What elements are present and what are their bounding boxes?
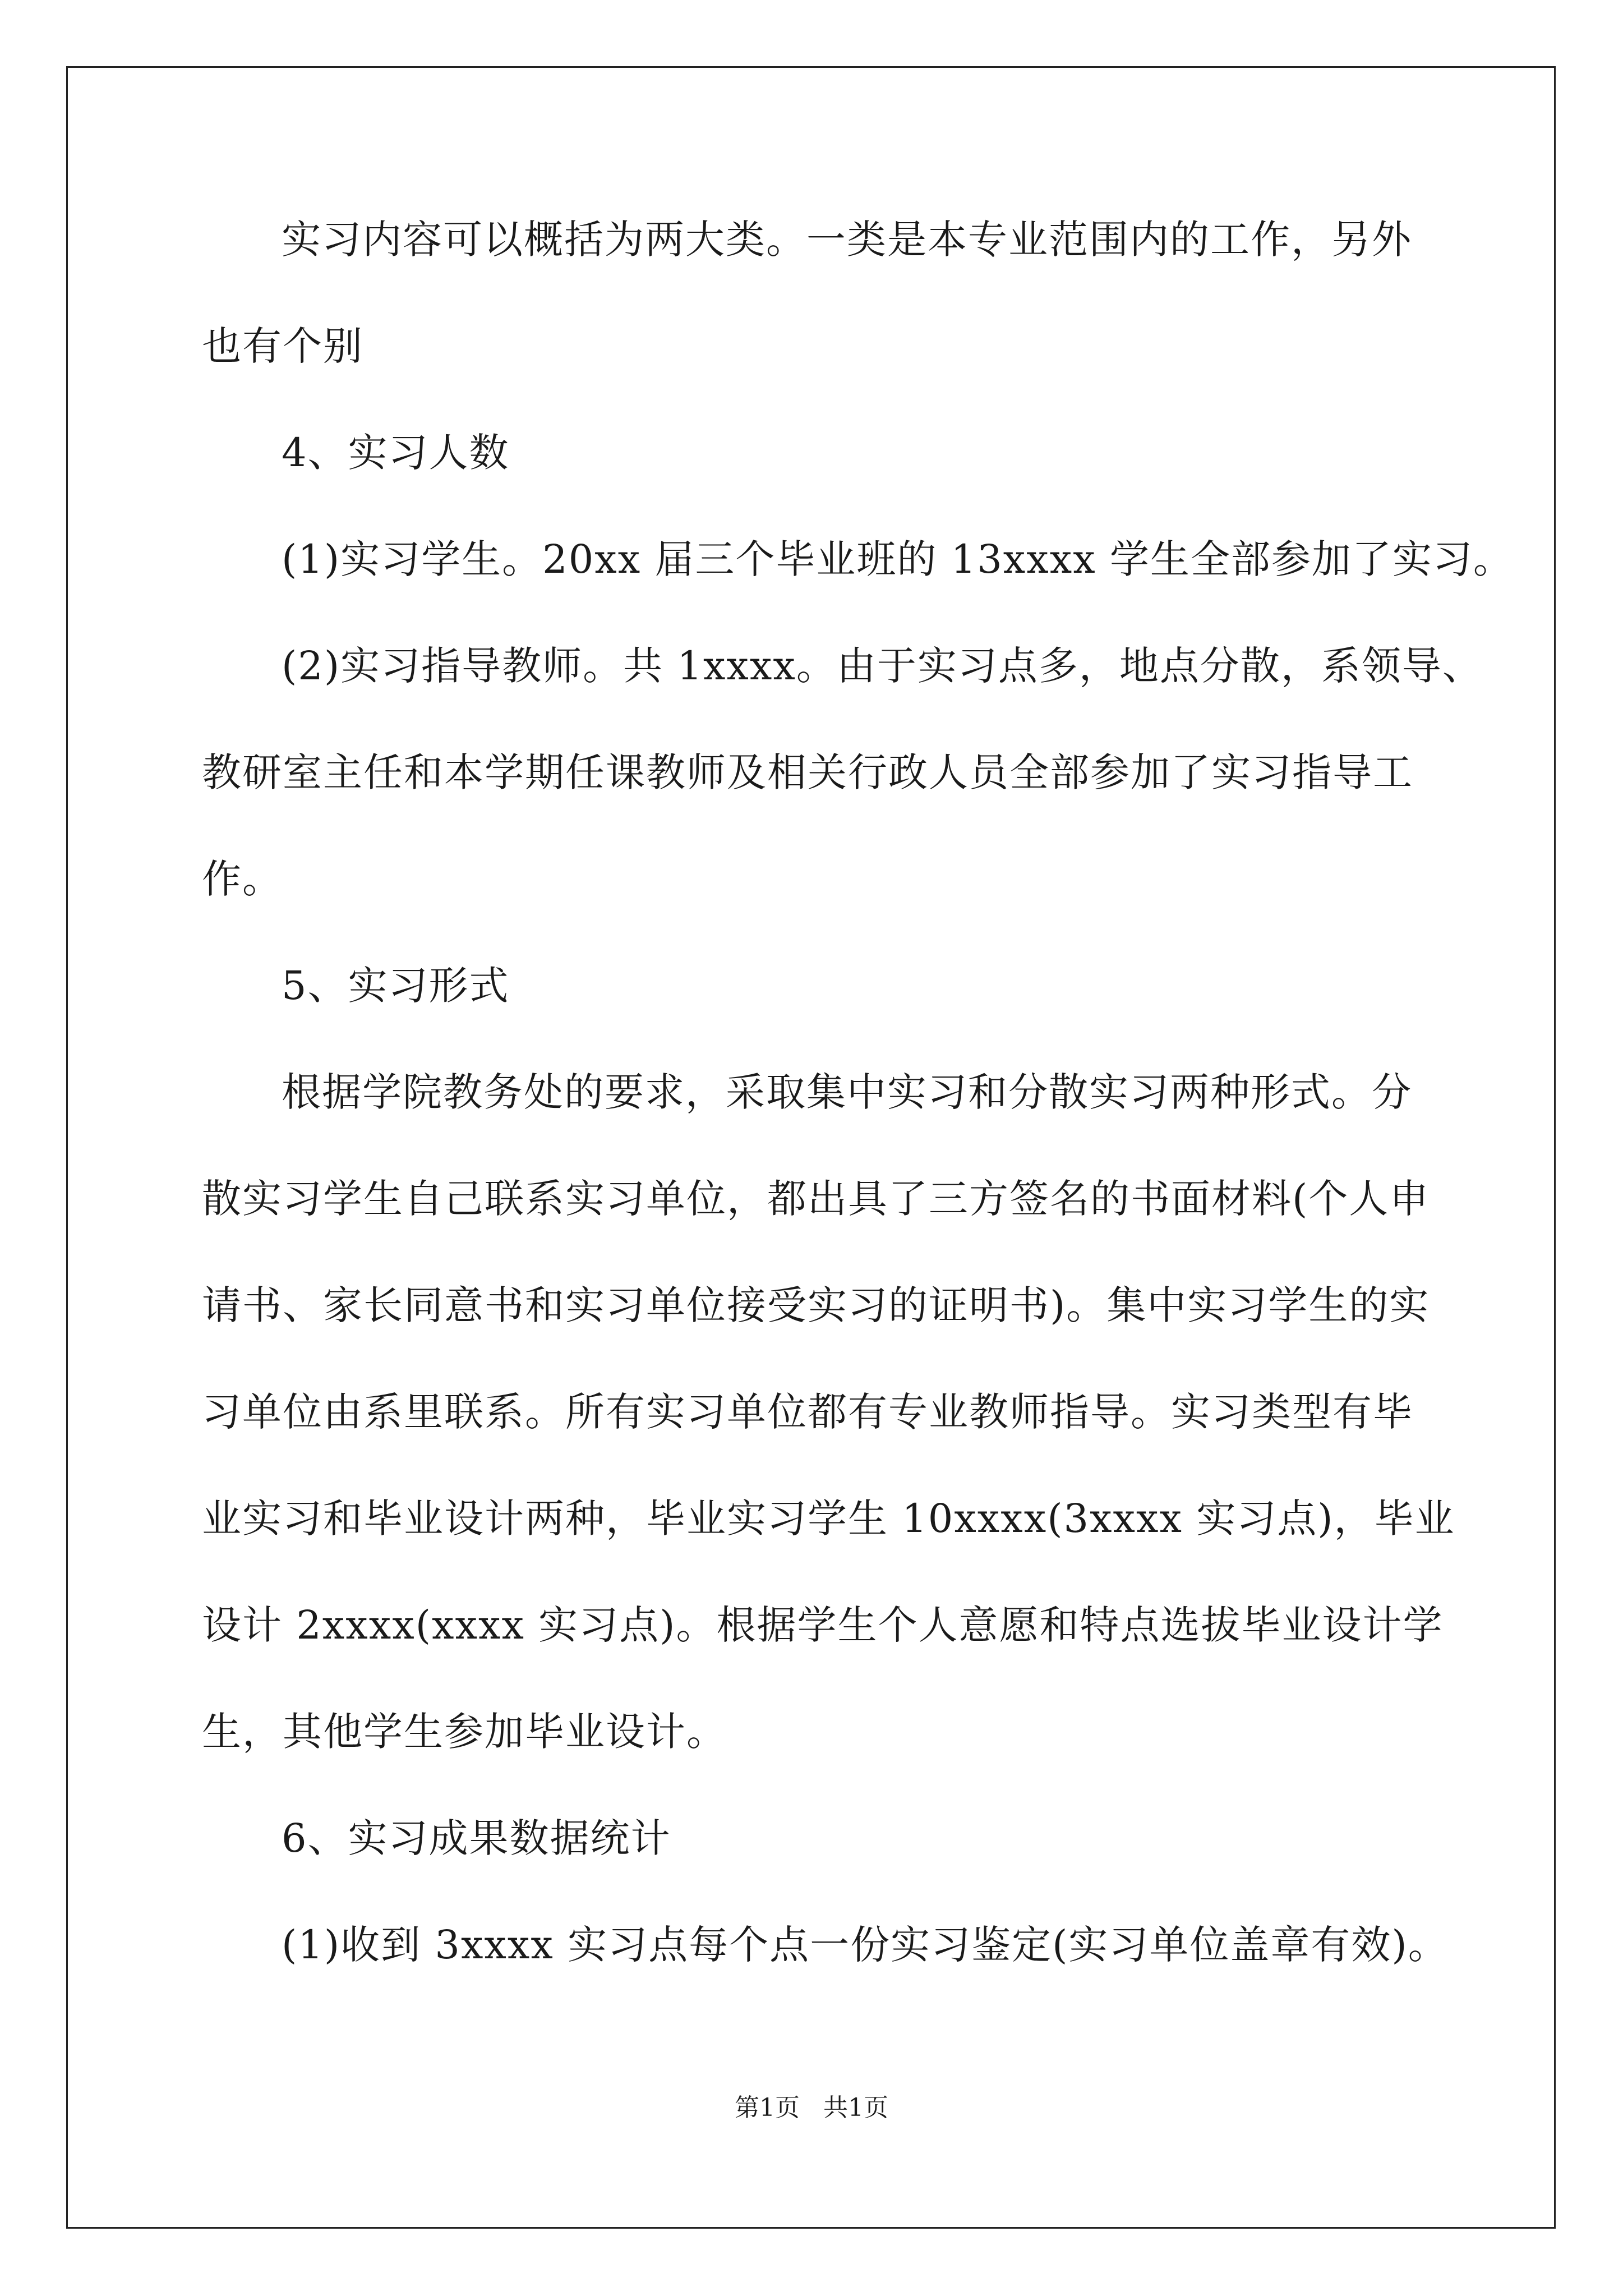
paragraph-line: 生，其他学生参加毕业设计。 xyxy=(202,1709,727,1755)
paragraph-line: 作。 xyxy=(202,856,283,902)
paragraph-line: 根据学院教务处的要求，采取集中实习和分散实习两种形式。分 xyxy=(282,1069,1412,1115)
paragraph-line: 业实习和毕业设计两种，毕业实习学生 10xxxx(3xxxx 实习点)，毕业 xyxy=(202,1496,1455,1542)
page-number-footer: 第1页 共1页 xyxy=(735,2093,888,2122)
paragraph-line: 也有个别 xyxy=(202,323,363,369)
section-heading: 6、实习成果数据统计 xyxy=(282,1815,671,1861)
page-border xyxy=(66,66,1556,2229)
paragraph-line: (2)实习指导教师。共 1xxxx。由于实习点多，地点分散，系领导、 xyxy=(282,643,1483,689)
paragraph-line: 请书、家长同意书和实习单位接受实习的证明书)。集中实习学生的实 xyxy=(202,1282,1430,1328)
paragraph-line: 散实习学生自己联系实习单位，都出具了三方签名的书面材料(个人申 xyxy=(202,1176,1430,1222)
section-heading: 4、实习人数 xyxy=(282,430,510,476)
paragraph-line: (1)收到 3xxxx 实习点每个点一份实习鉴定(实习单位盖章有效)。 xyxy=(282,1922,1449,1968)
paragraph-line: 设计 2xxxx(xxxx 实习点)。根据学生个人意愿和特点选拔毕业设计学 xyxy=(202,1602,1444,1648)
paragraph-line: 实习内容可以概括为两大类。一类是本专业范围内的工作，另外 xyxy=(282,217,1412,263)
section-heading: 5、实习形式 xyxy=(282,963,510,1009)
paragraph-line: (1)实习学生。20xx 届三个毕业班的 13xxxx 学生全部参加了实习。 xyxy=(282,536,1514,582)
paragraph-line: 习单位由系里联系。所有实习单位都有专业教师指导。实习类型有毕 xyxy=(202,1389,1413,1435)
paragraph-line: 教研室主任和本学期任课教师及相关行政人员全部参加了实习指导工 xyxy=(202,749,1413,795)
